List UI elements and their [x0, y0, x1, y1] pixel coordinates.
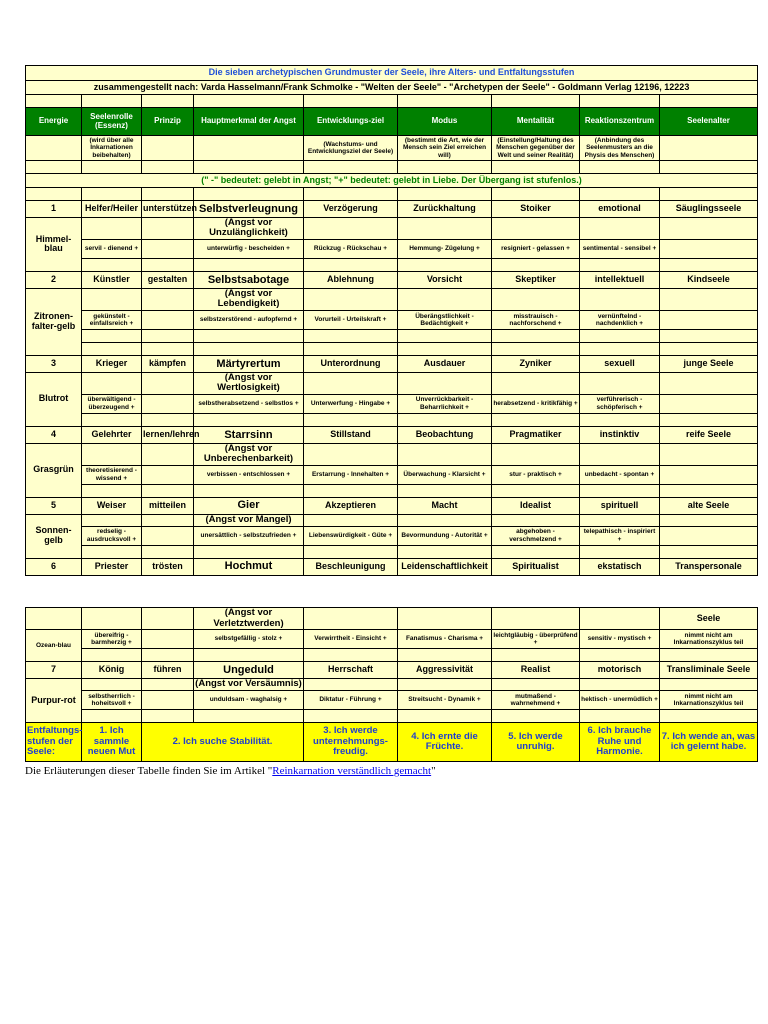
article-link[interactable]: Reinkarnation verständlich gemacht: [272, 765, 432, 777]
stage-cell: 7. Ich wende an, was ich gelernt habe.: [660, 723, 758, 762]
table-row-detail: [26, 465, 758, 484]
mentality: Idealist: [492, 497, 580, 514]
mentality: Zyniker: [492, 355, 580, 372]
mode: Ausdauer: [398, 355, 492, 372]
development-stages-row: [26, 723, 758, 762]
detail-cell: übereifrig - barmherzig +: [82, 630, 142, 649]
detail-cell: stur - praktisch +: [492, 465, 580, 484]
description-row: [26, 136, 758, 161]
detail-cell: misstrauisch - nachforschend +: [492, 310, 580, 329]
goal: Akzeptieren: [304, 497, 398, 514]
mentality: Realist: [492, 662, 580, 679]
reaction-center: motorisch: [580, 662, 660, 679]
fear-subtitle: (Angst vor Unberechenbarkeit): [194, 443, 304, 465]
detail-cell: sentimental - sensibel +: [580, 239, 660, 258]
principle: führen: [142, 662, 194, 679]
detail-cell: herabsetzend - kritikfähig +: [492, 394, 580, 413]
detail-cell: unterwürfig - bescheiden +: [194, 239, 304, 258]
reaction-center: emotional: [580, 201, 660, 218]
detail-cell: selbstzerstörend - aufopfernd +: [194, 310, 304, 329]
detail-cell: Hemmung- Zügelung +: [398, 239, 492, 258]
detail-cell: Fanatismus - Charisma +: [398, 630, 492, 649]
detail-cell: Diktatur - Führung +: [304, 691, 398, 710]
energy-color: Blutrot: [26, 372, 82, 426]
soul-age: alte Seele: [660, 497, 758, 514]
soul-role: König: [82, 662, 142, 679]
principle: mitteilen: [142, 497, 194, 514]
detail-cell: nimmt nicht am Inkarnationszyklus teil: [660, 630, 758, 649]
mentality: Skeptiker: [492, 271, 580, 288]
header-cell: Prinzip: [142, 108, 194, 136]
detail-cell: redselig - ausdrucksvoll +: [82, 526, 142, 545]
desc-cell: [660, 136, 758, 161]
desc-cell: [194, 136, 304, 161]
fear-subtitle: (Angst vor Wertlosigkeit): [194, 372, 304, 394]
energy-color: Purpur-rot: [26, 679, 82, 723]
soul-age: junge Seele: [660, 355, 758, 372]
detail-cell: [660, 310, 758, 329]
soul-age: Transpersonale: [660, 558, 758, 575]
energy-number: 1: [26, 201, 82, 218]
detail-cell: [660, 526, 758, 545]
desc-cell: (bestimmt die Art, wie der Mensch sein Ziel erreichen will): [398, 136, 492, 161]
table-row-detail: [26, 239, 758, 258]
fear-trait: Gier: [194, 497, 304, 514]
table-row: [26, 355, 758, 372]
table-row-detail: [26, 630, 758, 649]
table-row: [26, 426, 758, 443]
fear-subtitle: (Angst vor Lebendigkeit): [194, 288, 304, 310]
energy-number: 3: [26, 355, 82, 372]
archetype-table-part2: [25, 607, 758, 762]
detail-cell: vernünftelnd - nachdenklich +: [580, 310, 660, 329]
stage-cell: 5. Ich werde unruhig.: [492, 723, 580, 762]
detail-cell: unersättlich - selbstzufrieden +: [194, 526, 304, 545]
detail-cell: [660, 239, 758, 258]
caption-text: ": [431, 765, 436, 777]
detail-cell: überwältigend - überzeugend +: [82, 394, 142, 413]
fear-subtitle: (Angst vor Unzulänglichkeit): [194, 218, 304, 240]
detail-cell: Überängstlichkeit - Bedächtigkeit +: [398, 310, 492, 329]
detail-cell: servil - dienend +: [82, 239, 142, 258]
detail-cell: unduldsam - waghalsig +: [194, 691, 304, 710]
detail-cell: telepathisch - inspiriert +: [580, 526, 660, 545]
mode: Macht: [398, 497, 492, 514]
energy-color: Sonnen-gelb: [26, 514, 82, 558]
reaction-center: instinktiv: [580, 426, 660, 443]
desc-cell: (Wachstums- und Entwicklungsziel der Seele): [304, 136, 398, 161]
legend-note: (" -" bedeutet: gelebt in Angst; "+" bedeutet: gelebt in Liebe. Der Übergang ist stufenlos.): [26, 174, 758, 188]
detail-cell: sensitiv - mystisch +: [580, 630, 660, 649]
principle: lernen/lehren: [142, 426, 194, 443]
principle: kämpfen: [142, 355, 194, 372]
principle: gestalten: [142, 271, 194, 288]
fear-trait: Selbstsabotage: [194, 271, 304, 288]
goal: Beschleunigung: [304, 558, 398, 575]
detail-cell: selbstherabsetzend - selbstlos +: [194, 394, 304, 413]
fear-trait: Hochmut: [194, 558, 304, 575]
header-cell: Mentalität: [492, 108, 580, 136]
detail-cell: unbedacht - spontan +: [580, 465, 660, 484]
header-cell: Hauptmerkmal der Angst: [194, 108, 304, 136]
table-title: Die sieben archetypischen Grundmuster der Seele, ihre Alters- und Entfaltungsstufen: [26, 66, 758, 81]
detail-cell: Verwirrtheit - Einsicht +: [304, 630, 398, 649]
detail-cell: selbstherrlich - hoheitsvoll +: [82, 691, 142, 710]
mentality: Spiritualist: [492, 558, 580, 575]
mode: Aggressivität: [398, 662, 492, 679]
detail-cell: hektisch - unermüdlich +: [580, 691, 660, 710]
soul-age: Transliminale Seele: [660, 662, 758, 679]
stage-cell: 6. Ich brauche Ruhe und Harmonie.: [580, 723, 660, 762]
soul-role: Krieger: [82, 355, 142, 372]
goal: Ablehnung: [304, 271, 398, 288]
energy-number: 7: [26, 662, 82, 679]
detail-cell: verführerisch - schöpferisch +: [580, 394, 660, 413]
detail-cell: nimmt nicht am Inkarnationszyklus teil: [660, 691, 758, 710]
energy-number: 5: [26, 497, 82, 514]
soul-role: Priester: [82, 558, 142, 575]
table-row: [26, 662, 758, 679]
detail-cell: [660, 465, 758, 484]
detail-cell: Unverrückbarkeit - Beharrlichkeit +: [398, 394, 492, 413]
stage-cell: 2. Ich suche Stabilität.: [142, 723, 304, 762]
table-row-detail: [26, 691, 758, 710]
header-cell: Seelenalter: [660, 108, 758, 136]
detail-cell: verbissen - entschlossen +: [194, 465, 304, 484]
stage-cell: 1. Ich sammle neuen Mut: [82, 723, 142, 762]
header-cell: Seelenrolle (Essenz): [82, 108, 142, 136]
reaction-center: spirituell: [580, 497, 660, 514]
soul-age: reife Seele: [660, 426, 758, 443]
principle: unterstützen: [142, 201, 194, 218]
energy-number: 6: [26, 558, 82, 575]
mode: Leidenschaftlichkeit: [398, 558, 492, 575]
detail-cell: Liebenswürdigkeit - Güte +: [304, 526, 398, 545]
detail-cell: Vorurteil - Urteilskraft +: [304, 310, 398, 329]
stages-label: Entfaltungs-stufen der Seele:: [26, 723, 82, 762]
mode: Vorsicht: [398, 271, 492, 288]
table-row: [26, 201, 758, 218]
explanation-caption: [25, 765, 436, 777]
energy-number: 2: [26, 271, 82, 288]
header-row: [26, 108, 758, 136]
goal: Stillstand: [304, 426, 398, 443]
detail-cell: abgehoben - verschmelzend +: [492, 526, 580, 545]
detail-cell: Streitsucht - Dynamik +: [398, 691, 492, 710]
soul-age: Kindseele: [660, 271, 758, 288]
fear-trait: Ungeduld: [194, 662, 304, 679]
reaction-center: intellektuell: [580, 271, 660, 288]
energy-color: Ozean-blau: [26, 630, 82, 662]
stage-cell: 3. Ich werde unternehmungs-freudig.: [304, 723, 398, 762]
desc-cell: [26, 136, 82, 161]
desc-cell: (wird über alle Inkarnationen beibehalten): [82, 136, 142, 161]
header-cell: Energie: [26, 108, 82, 136]
detail-cell: Erstarrung - Innehalten +: [304, 465, 398, 484]
goal: Unterordnung: [304, 355, 398, 372]
mode: Zurückhaltung: [398, 201, 492, 218]
desc-cell: (Einstellung/Haltung des Menschen gegenüber der Welt und seiner Realität): [492, 136, 580, 161]
table-row-detail: [26, 394, 758, 413]
detail-cell: resigniert - gelassen +: [492, 239, 580, 258]
table-row: [26, 271, 758, 288]
archetype-table-part1: [25, 65, 758, 576]
table-row: [26, 497, 758, 514]
goal: Verzögerung: [304, 201, 398, 218]
desc-cell: (Anbindung des Seelenmusters an die Physis des Menschen): [580, 136, 660, 161]
mode: Beobachtung: [398, 426, 492, 443]
table-row-detail: [26, 310, 758, 329]
header-cell: Entwicklungs-ziel: [304, 108, 398, 136]
detail-cell: gekünstelt - einfallsreich +: [82, 310, 142, 329]
header-cell: Modus: [398, 108, 492, 136]
table-row-detail: [26, 526, 758, 545]
soul-age: Seele: [660, 608, 758, 630]
fear-trait: Märtyrertum: [194, 355, 304, 372]
soul-role: Künstler: [82, 271, 142, 288]
energy-number: 4: [26, 426, 82, 443]
detail-cell: Bevormundung - Autorität +: [398, 526, 492, 545]
reaction-center: ekstatisch: [580, 558, 660, 575]
detail-cell: Rückzug - Rückschau +: [304, 239, 398, 258]
desc-cell: [142, 136, 194, 161]
stage-cell: 4. Ich ernte die Früchte.: [398, 723, 492, 762]
detail-cell: mutmaßend - wahrnehmend +: [492, 691, 580, 710]
detail-cell: Unterwerfung - Hingabe +: [304, 394, 398, 413]
fear-trait: Starrsinn: [194, 426, 304, 443]
mentality: Stoiker: [492, 201, 580, 218]
table-subtitle: zusammengestellt nach: Varda Hasselmann/Frank Schmolke - "Welten der Seele" - "Archetypen der Seele" - Goldmann Verlag 12196, 12223: [26, 81, 758, 95]
energy-color: Zitronen-falter-gelb: [26, 288, 82, 355]
fear-subtitle: (Angst vor Mangel): [194, 514, 304, 526]
fear-subtitle: (Angst vor Verletztwerden): [194, 608, 304, 630]
detail-cell: leichtgläubig - überprüfend +: [492, 630, 580, 649]
energy-color: Himmel-blau: [26, 218, 82, 272]
soul-age: Säuglingsseele: [660, 201, 758, 218]
goal: Herrschaft: [304, 662, 398, 679]
table-row: [26, 558, 758, 575]
energy-color: Grasgrün: [26, 443, 82, 497]
header-cell: Reaktionszentrum: [580, 108, 660, 136]
soul-role: Gelehrter: [82, 426, 142, 443]
caption-text: Die Erläuterungen dieser Tabelle finden Sie im Artikel ": [25, 765, 273, 777]
mentality: Pragmatiker: [492, 426, 580, 443]
detail-cell: Überwachung - Klarsicht +: [398, 465, 492, 484]
soul-role: Weiser: [82, 497, 142, 514]
detail-cell: [660, 394, 758, 413]
detail-cell: selbstgefällig - stolz +: [194, 630, 304, 649]
reaction-center: sexuell: [580, 355, 660, 372]
detail-cell: theoretisierend - wissend +: [82, 465, 142, 484]
fear-subtitle: (Angst vor Versäumnis): [195, 678, 302, 690]
fear-trait: Selbstverleugnung: [194, 201, 304, 218]
soul-role: Helfer/Heiler: [82, 201, 142, 218]
principle: trösten: [142, 558, 194, 575]
